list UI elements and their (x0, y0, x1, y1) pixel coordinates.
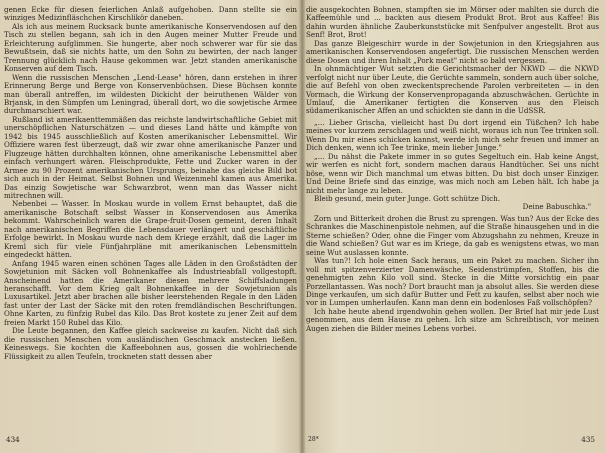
paragraph: Die Leute begannen, den Kaffee gleich sackweise zu kaufen. Nicht daß sich die russischen Menschen vom ausländischen Geschmack anstecken ließen. Keineswegs. Sie kochten die Kaffeebohnen aus, gossen die wohlriechende Flüssigkeit zu allen Teufeln, trockneten statt dessen aber (4, 326, 297, 361)
page-number: 435 (581, 434, 595, 444)
left-page (4, 6, 297, 446)
printer-signature-mark: 28* (308, 435, 319, 443)
paragraph: In ohnmächtiger Wut setzten die Gerichtsmacher der NKWD — die NKWD verfolgt nicht nur über Leute, die Gerüchte sammeln, sondern auch über solche, die auf Befehl von oben zweckentsprechende Parolen verbreiteten — in den Vormach, die Wirkung der Konservenpropaganda abzuschwächen. Gerüchte in Umlauf, die Amerikaner fertigten die Konserven aus den Fleisch südamerikanischer Affen an und schickten sie dann in die UdSSR. (306, 64, 599, 116)
page-number: 434 (6, 434, 20, 444)
left-page-footer (4, 434, 297, 444)
paragraph: Zorn und Bitterkeit drohen die Brust zu sprengen. Was tun? Aus der Ecke des Schrankes die Maschinenpistole nehmen, auf die Straße hinausgehen und in die Sterne schießen? Oder, ohne die Finger vom Abzugshahn zu nehmen, Kreuze in die Wand schießen? Gut war es im Kriege, da gab es wenigstens etwas, wo man seine Wut auslassen konnte. (306, 213, 599, 257)
right-page-footer (306, 434, 599, 444)
paragraph: Das ganze Bleigeschirr wurde in der Sowjetunion in den Kriegsjahren aus amerikanischen Konservendosen angefertigt. Die russischen Menschen werden diese Dosen und ihren Inhalt „Pork meat" nicht so bald vergessen. (306, 38, 599, 65)
right-page (306, 6, 599, 446)
letter-paragraph: Bleib gesund, mein guter Junge. Gott schütze Dich. (314, 193, 501, 203)
letter-paragraph: „... Lieber Grischa, vielleicht hast Du dort irgend ein Tüßchen? Ich habe meines vor kurzem zerschlagen und weiß nicht, woraus ich nun Tee trinken soll. Wenn Du mir eines schicken kannst, werde ich mich sehr freuen und immer an Dich denken, wenn ich Tee trinke, mein lieber Junge." (306, 117, 599, 153)
paragraph: Anfang 1945 waren einen schönen Tages alle Läden in den Großstädten der Sowjetunion mit Säcken voll Bohnenkaffee als Industrieabfall vollgestopft. Anscheinend hatten die Amerikaner diesen mehrere Schiffsladungen heranschafft. Vor dem Krieg galt Bohnenkaffee in der Sowjetunion als Luxusartikel. Jetzt aber brachen alle bisher leerstehenden Regale in den Läden fast unter der Last der Säcke mit den roten fremdländischen Beschriftungen. Ohne Karten, zu fünfzig Rubel das Kilo. Das Brot kostete zu jener Zeit auf dem freien Markt 150 Rubel das Kilo. (4, 258, 297, 327)
paragraph: Wenn die russischen Menschen „Lend-Lease" hören, dann erstehen in ihrer Erinnerung Berge und Berge von Konservenbüchsen. Diese Büchsen konnte man überall antreffen, im wildesten Dickicht der beiruthenen Wälder von Brjansk, in den Sümpfen um Leningrad, überall dort, wo die sowjetische Armee durchmarschiert war. (4, 72, 297, 116)
letter-paragraph: „... Du nähst die Pakete immer in so gutes Segeltuch ein. Hab keine Angst, wir werfen es nicht fort, sondern machen daraus Handtücher. Sei uns nicht böse, wenn wir Dich manchmal um etwas bitten. Du bist doch unser Einziger. Und Deine Briefe sind das einzige, was mich noch am Leben hält. Ich habe ja nicht mehr lange zu leben. (306, 151, 599, 195)
paragraph: Rußland ist amerikaenttemmäßen das reichste landwirtschaftliche Gebiet mit unerschöpflichen Naturschätzen — und dieses Land hätte und kämpfte von 1942 bis 1945 ausschließlich auf Kosten amerikanischer Lebensmittel. Wir Offiziere waren fest überzeugt, daß wir zwar ohne amerikanische Panzer und Flugzeuge hätten durchhalten können, ohne amerikanische Lebensmittel aber einfach verhungert wären. Fleischprodukte, Fette und Zucker waren in der Armee zu 90 Prozent amerikanischen Ursprungs, beinahe das gleiche Bild bot sich auch in der Heimat. Selbst Bohnen und Weizenmehl kamen aus Amerika. Das einzig Sowjetische war Schwarzbrot, wenn man das Wasser nicht mitrechnen will. (4, 114, 297, 200)
paragraph: Als ich aus meinem Rucksack bunte amerikanische Konservendosen auf den Tisch zu stellen begann, sah ich in den Augen meiner Mutter Freude und Erleichterung aufglimmen. Sie hungerte, aber noch schwerer war für sie das Bewußtsein, daß sie nichts hatte, um den Sohn zu bewirten, der nach langer Trennung glücklich nach Hause gekommen war. Jetzt standen amerikanische Konserven auf dem Tisch. (4, 21, 297, 74)
paragraph: genen Ecke für diesen feierlichen Anlaß aufgehoben. Dann stellte sie ein winziges Medizinfläschchen Kirschlikör daneben. (4, 6, 297, 23)
paragraph: Nebenbei — Wasser. In Moskau wurde in vollem Ernst behauptet, daß die amerikanische Botschaft selbst Wasser in Konservendosen aus Amerika bekommt. Wahrscheinlich waren die Grape-fruit-Dosen gemeint, deren Inhalt nach amerikanischen Begriffen die Lebensdauer verlängert und geschäftliche Erfolge bewirkt. In Moskau wurde nach dem Kriege erzählt, daß die Lager im Kreml sich für viele Fünfjahrpläne mit amerikanischen Lebensmitteln eingedeckt hätten. (4, 199, 297, 260)
left-page-text (4, 6, 297, 361)
book-spine (299, 0, 305, 453)
paragraph: Was tun?! Ich hole einen Sack heraus, um ein Paket zu machen. Sicher ihn voll mit spitzenverzierter Damenwäsche, Seidenstrümpfen, Stoffen, bis die genehmigten zehn Kilo voll sind. Stecke in die Mitte vorsichtig ein paar Porzellantassen. Was noch? Dort braucht man ja absolut alles. Sie werden diese Dinge verkaufen, um sich dafür Butter und Fett zu kaufen, selbst aber noch wie vor in Lumpen umherlaufen. Kann man denn ein bodenloses Faß vollschöpfen? (306, 256, 599, 308)
paragraph: Ich habe heute abend irgendwohin gehen wollen. Der Brief hat mir jede Lust genommen, aus dem Hause zu gehen. Ich sitze am Schreibtisch, vor meinen Augen ziehen die Bilder meines Lebens vorbei. (306, 306, 599, 333)
letter-signature: Deine Babuschka." (522, 202, 591, 212)
right-page-text (306, 6, 599, 333)
paragraph: die ausgekochten Bohnen, stampften sie im Mörser oder mahlten sie durch die Kaffeemühle und ... backten aus diesem Produkt Brot. Brot aus Kaffee! Bis dahin wurden ähnliche Zauberkunststücke mit Senfpulver angestellt. Brot aus Senf! Brot, Brot! (306, 6, 599, 40)
